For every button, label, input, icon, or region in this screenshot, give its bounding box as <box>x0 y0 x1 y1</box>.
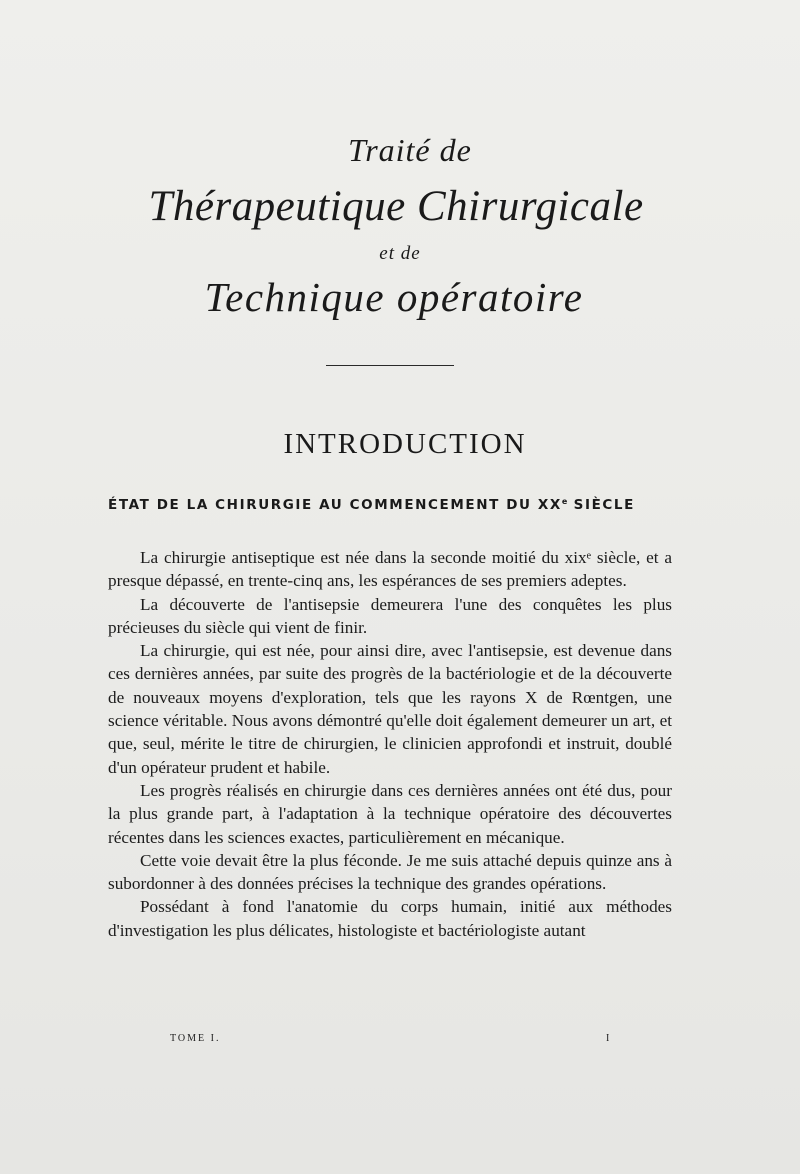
paragraph: Possédant à fond l'anatomie du corps humain, initié aux méthodes d'investigation les plus délicates, histologiste et bactériologiste autant <box>108 897 672 940</box>
subheading-end: SIÈCLE <box>567 497 635 513</box>
subheading-superscript: e <box>561 497 568 506</box>
paragraph: La chirurgie, qui est née, pour ainsi dire, avec l'antisepsie, est devenue dans ces dernières années, par suite des progrès de la bactériologie et de la découverte de nouveaux moyens d'exploration, tels que les rayons X de Rœntgen, une science véritable. Nous avons démontré qu'elle doit également demeurer un art, et que, seul, mérite le titre de chirurgien, le clinicien approfondi et instruit, doublé d'un opérateur prudent et habile. <box>108 641 672 777</box>
title-line-et-de: et de <box>379 243 421 264</box>
footer-signature: I <box>606 1033 612 1044</box>
title-divider-rule <box>326 365 454 366</box>
paragraph: Les progrès réalisés en chirurgie dans ces dernières années ont été dus, pour la plus grande part, à l'adaptation à la technique opératoire des découvertes récentes dans les sciences exactes, particulièrement en mécanique. <box>108 780 672 847</box>
footer-volume: TOME I. <box>170 1033 221 1044</box>
paragraph: La chirurgie antiseptique est née dans la seconde moitié du xixᵉ siècle, et a presque dépassé, en trente-cinq ans, les espérances de ses premiers adeptes. <box>108 548 672 591</box>
section-heading: INTRODUCTION <box>283 428 527 460</box>
title-line-technique: Technique opératoire <box>204 274 584 320</box>
paragraph: La découverte de l'antisepsie demeurera l'une des conquêtes les plus précieuses du siècle qui vient de finir. <box>108 594 672 637</box>
title-line-therapeutique: Thérapeutique Chirurgicale <box>148 183 644 230</box>
title-line-traite: Traité de <box>348 132 472 168</box>
subheading-main: ÉTAT DE LA CHIRURGIE AU COMMENCEMENT DU XX <box>108 497 562 513</box>
body-text <box>108 546 672 942</box>
paragraph: Cette voie devait être la plus féconde. Je me suis attaché depuis quinze ans à subordonner à des données précises la technique des grandes opérations. <box>108 850 672 894</box>
section-subheading <box>108 497 678 513</box>
